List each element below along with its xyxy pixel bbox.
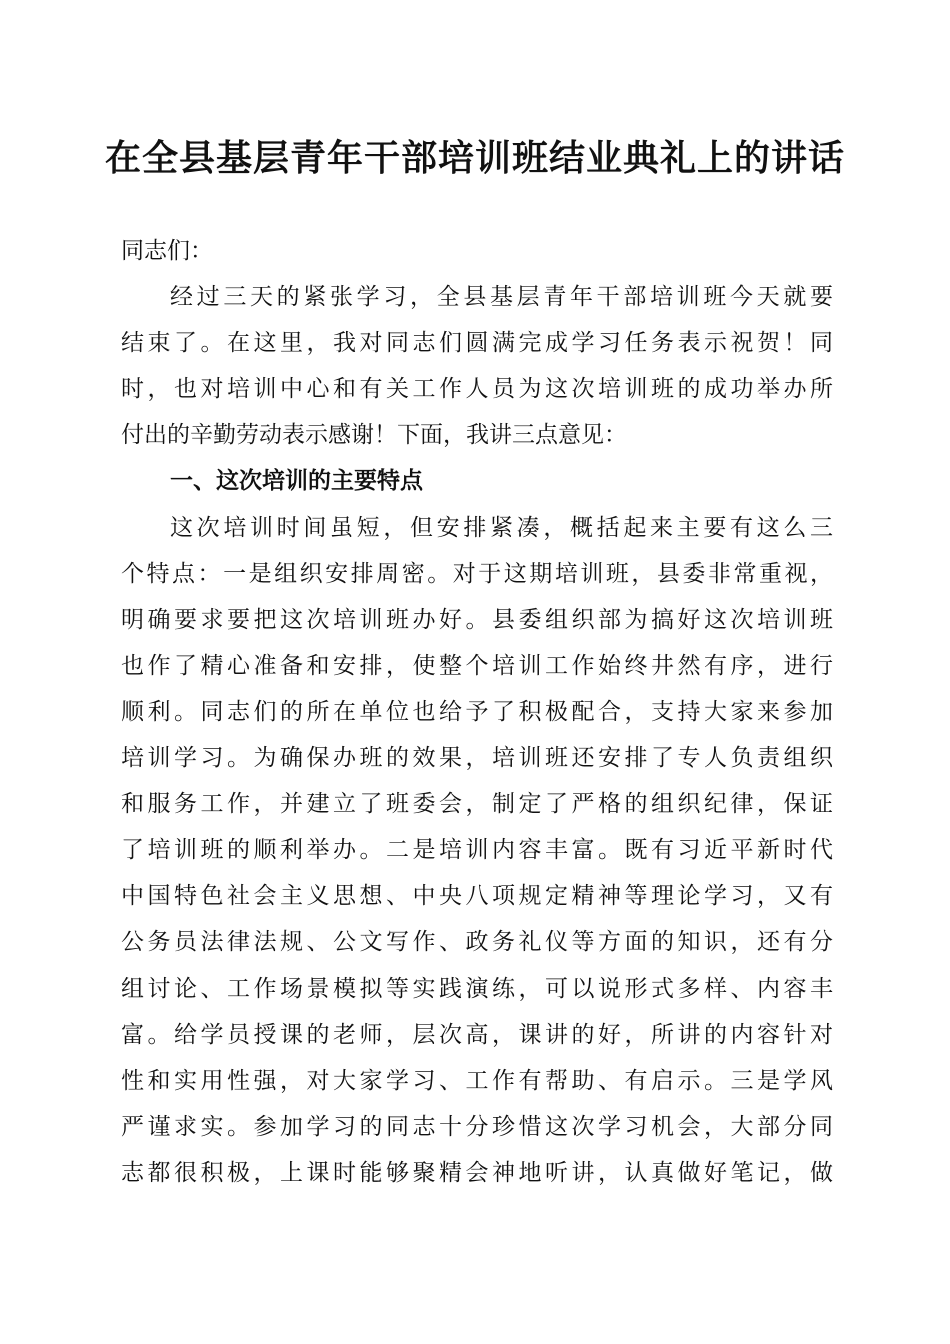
section-heading: 一、这次培训的主要特点 <box>170 468 423 495</box>
text-line: 时，也对培训中心和有关工作人员为这次培训班的成功举办所 <box>121 376 833 403</box>
text-line: 个特点：一是组织安排周密。对于这期培训班，县委非常重视， <box>121 560 833 587</box>
document-body <box>121 228 833 1196</box>
text-line: 培训学习。为确保办班的效果，培训班还安排了专人负责组织 <box>121 745 833 772</box>
text-line: 结束了。在这里，我对同志们圆满完成学习任务表示祝贺！同 <box>121 330 833 357</box>
text-line: 富。给学员授课的老师，层次高，课讲的好，所讲的内容针对 <box>121 1021 833 1048</box>
text-line: 顺利。同志们的所在单位也给予了积极配合，支持大家来参加 <box>121 698 833 725</box>
text-line: 和服务工作，并建立了班委会，制定了严格的组织纪律，保证 <box>121 791 833 818</box>
text-line: 公务员法律法规、公文写作、政务礼仪等方面的知识，还有分 <box>121 929 833 956</box>
text-line: 经过三天的紧张学习，全县基层青年干部培训班今天就要 <box>170 284 833 311</box>
text-line: 付出的辛勤劳动表示感谢！下面，我讲三点意见： <box>121 422 627 449</box>
page-title: 在全县基层青年干部培训班结业典礼上的讲话 <box>104 137 845 179</box>
text-line: 也作了精心准备和安排，使整个培训工作始终井然有序，进行 <box>121 652 833 679</box>
salutation: 同志们： <box>121 238 213 264</box>
text-line: 了培训班的顺利举办。二是培训内容丰富。既有习近平新时代 <box>121 837 833 864</box>
text-line: 组讨论、工作场景模拟等实践演练，可以说形式多样、内容丰 <box>121 975 833 1002</box>
paragraph-intro <box>121 274 833 458</box>
text-line: 明确要求要把这次培训班办好。县委组织部为搞好这次培训班 <box>121 606 833 633</box>
text-line: 严谨求实。参加学习的同志十分珍惜这次学习机会，大部分同 <box>121 1113 833 1140</box>
paragraph-features <box>121 505 833 1196</box>
text-line: 这次培训时间虽短，但安排紧凑，概括起来主要有这么三 <box>170 514 833 541</box>
text-line: 中国特色社会主义思想、中央八项规定精神等理论学习，又有 <box>121 883 833 910</box>
text-line: 性和实用性强，对大家学习、工作有帮助、有启示。三是学风 <box>121 1067 833 1094</box>
text-line: 志都很积极，上课时能够聚精会神地听讲，认真做好笔记，做 <box>121 1159 833 1186</box>
